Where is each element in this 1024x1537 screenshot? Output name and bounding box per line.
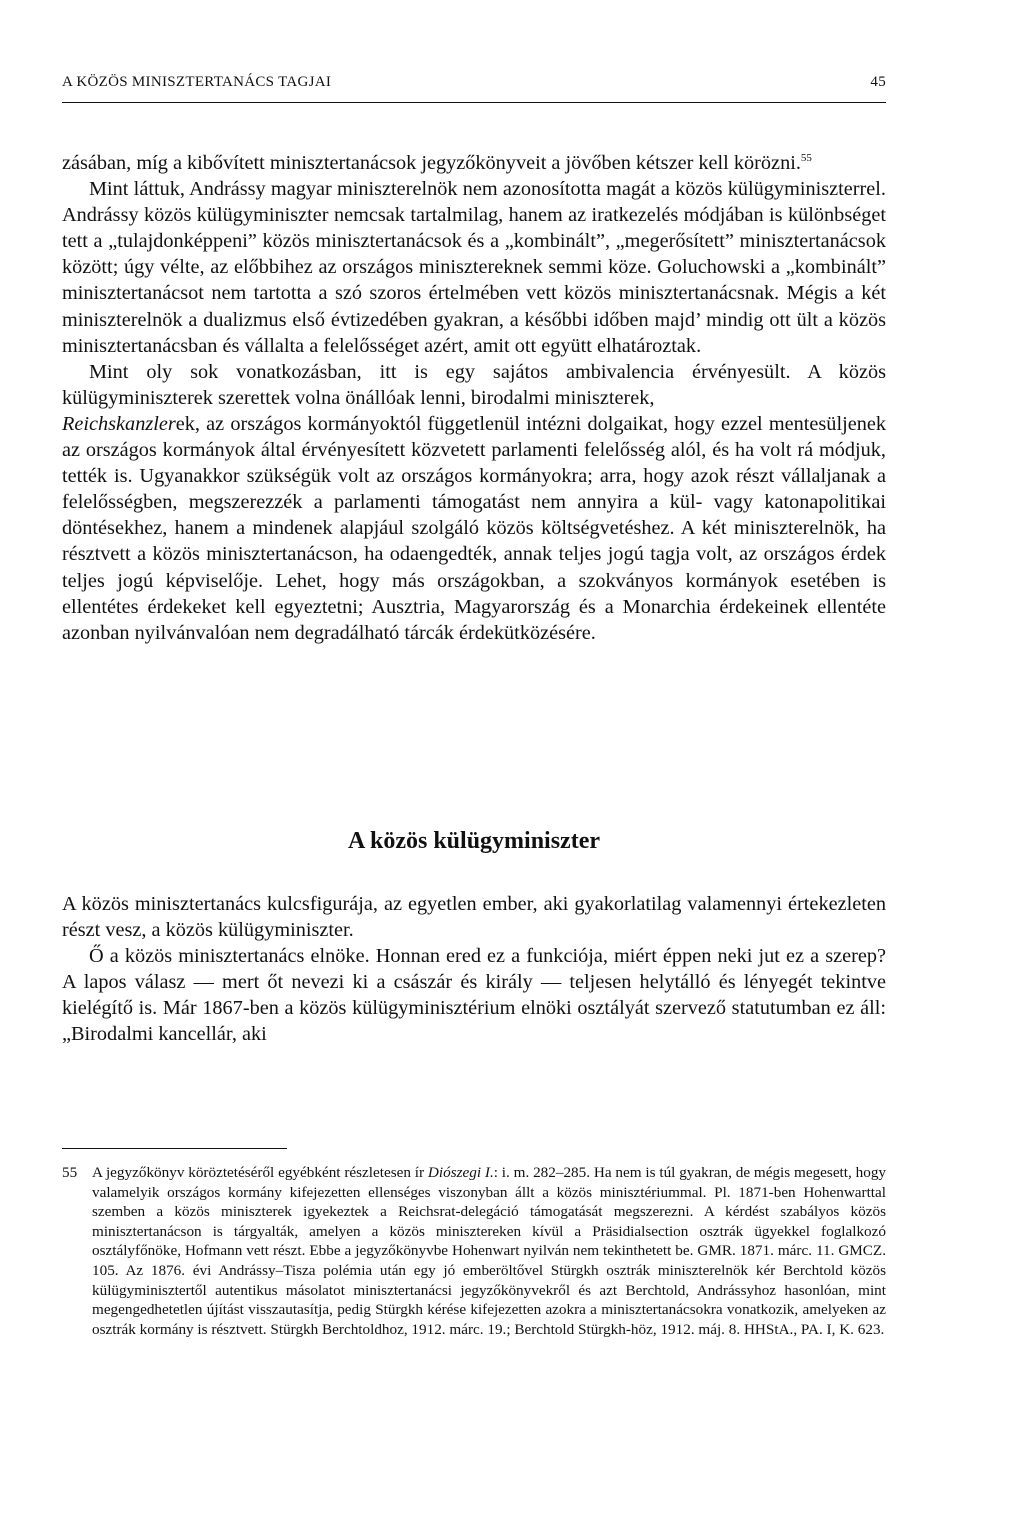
paragraph-text: Mint oly sok vonatkozásban, itt is egy sajátos ambivalencia érvényesült. A közös külügyminiszterek szerettek volna önállóak lenni, birodalmi miniszterek, [62,360,886,409]
footnote-text [92,1163,886,1339]
footnote-text-part: : i. m. 282–285. Ha nem is túl gyakran, de mégis megesett, hogy valamelyik országos kormány kifejezetten ellenséges viszonyban állt a közös minisztériummal. Pl. 1871-ben Hohenwarttal szemben a közös miniszterek igyekeztek a Reichsrat-delegáció támogatását megszerezni. A kérdést szabályos közös minisztertanácson is tárgyalták, amelyen a közös minisztereken kívül a Präsidialsection osztrák ügyekkel foglalkozó osztályfőnöke, Hofmann vett részt. Ebbe a jegyzőkönyvbe Hohenwart nyilván nem tekinthetett be. GMR. 1871. márc. 11. GMCZ. 105. Az 1876. évi Andrássy–Tisza polémia után egy jó emberöltővel Stürgkh osztrák miniszterelnök kér Berchtold közös külügyminisztertől autentikus másolatot minisztertanácsi jegyzőkönyvekről és azt Berchtold, Andrássyhoz hasonlóan, mint megengedhetetlen újítást visszautasítja, pedig Stürgkh kérése kifejezetten azokra a minisztertanácsokra vonatkozik, amelyeken az osztrák kormány is résztvett. Stürgkh Berchtoldhoz, 1912. márc. 19.; Berchtold Stürgkh-höz, 1912. máj. 8. HHStA., PA. I, K. 623. [92,1164,887,1338]
header-rule [62,102,886,103]
main-text [62,150,886,646]
footnote-rule [62,1148,287,1149]
italic-term: Reichskanzler [62,412,176,435]
section-text [62,891,886,1048]
footnote-ref: 55 [800,152,812,164]
paragraph [62,359,886,646]
section-heading: A közös külügyminiszter [347,828,601,854]
footnote [62,1163,886,1339]
paragraph-text: zásában, míg a kibővített minisztertanácsok jegyzőkönyveit a jövőben kétszer kell körözni. [62,152,801,174]
paragraph-continued [62,150,886,176]
paragraph-text: ek, az országos kormányoktól függetlenül intézni dolgaikat, hogy ezzel mentesüljenek az országos kormányok által érvényesített közvetett parlamenti felelősség alól, és ha volt rá módjuk, tették is. Ugyanakkor szükségük volt az országos kormányokra; arra, hogy azok részt vállaljanak a felelősségben, megszerezzék a parlamenti támogatást nem annyira a kül- vagy katonapolitikai döntésekhez, hanem a mindenek alapjául szolgáló közös költségvetéshez. A két miniszterelnök, ha résztvett a közös minisztertanácson, ha odaengedték, annak teljes jogú tagja volt, az országos érdek teljes jogú képviselője. Lehet, hogy más országokban, a szokványos kormányok esetében is ellentétes érdekeket kell egyeztetni; Ausztria, Magyarország és a Monarchia érdekeinek ellentéte azonban nyilvánvalóan nem degradálható tárcák érdekütközésére. [62,412,886,644]
page-number: 45 [870,74,886,90]
running-header [62,74,886,91]
running-title: A KÖZÖS MINISZTERTANÁCS TAGJAI [62,74,332,90]
footnote-text-part: A jegyzőkönyv köröztetéséről egyébként részletesen ír [92,1164,425,1181]
paragraph: A közös minisztertanács kulcsfigurája, az egyetlen ember, aki gyakorlatilag valamennyi értekezleten részt vesz, a közös külügyminiszter. [62,893,886,942]
paragraph: Ő a közös minisztertanács elnöke. Honnan ered ez a funkciója, miért éppen neki jut ez a szerep? A lapos válasz — mert őt nevezi ki a császár és király — teljesen helytálló és lényegét tekintve kielégítő is. Már 1867-ben a közös külügyminisztérium elnöki osztályát szervező statutumban ez áll: „Birodalmi kancellár, aki [62,945,886,1046]
paragraph: Mint láttuk, Andrássy magyar miniszterelnök nem azonosította magát a közös külügyminiszterrel. Andrássy közös külügyminiszter nemcsak tartalmilag, hanem az iratkezelés módjában is különbséget tett a „tulajdonképpeni” közös minisztertanácsok és a „kombinált”, „megerősített” minisztertanácsok között; úgy vélte, az előbbihez az országos minisztereknek semmi köze. Goluchowski a „kombinált” minisztertanácsot nem tartotta a szó szoros értelmében vett közös minisztertanácsnak. Mégis a két miniszterelnök a dualizmus első évtizedében gyakran, a későbbi időben majd’ mindig ott ült a közös minisztertanácsban és vállalta a felelősséget azért, amit ott együtt elhatároztak. [62,178,886,357]
footnote-cited-author: Diószegi I. [427,1164,494,1181]
footnote-number: 55 [62,1164,78,1181]
